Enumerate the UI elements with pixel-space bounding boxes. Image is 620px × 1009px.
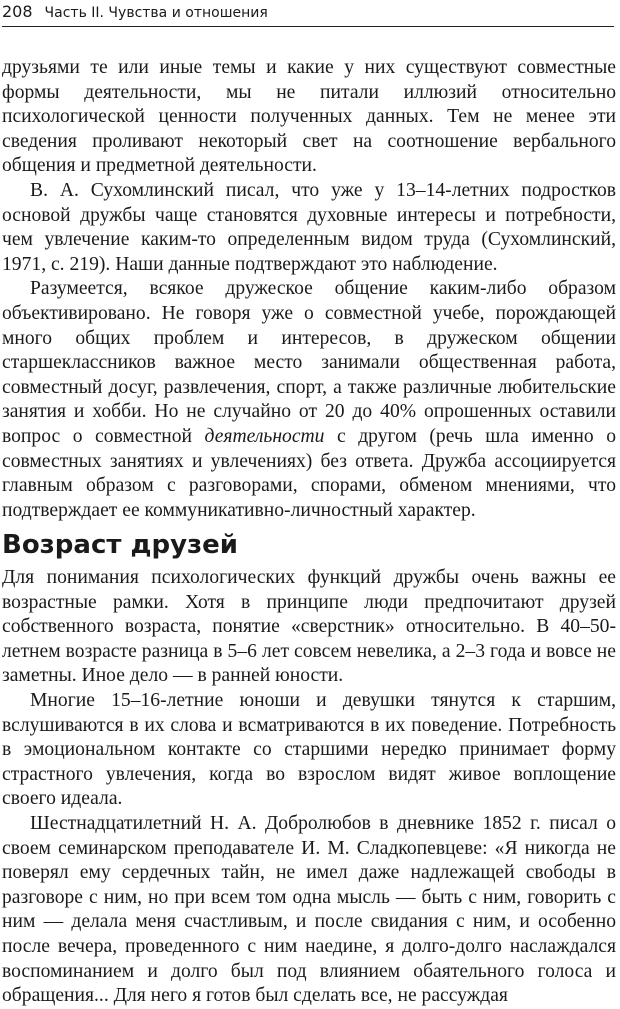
- emphasis-text: деятельности: [204, 425, 325, 447]
- paragraph: Для понимания психологических функций дружбы очень важны ее возрастные рамки. Хотя в принципе люди предпочитают друзей собственного возраста, понятие «сверстник» относительно. В 40–50-летнем возрасте разница в 5–6 лет совсем невелика, а 2–3 года и вовсе не заметны. Иное дело — в ранней юности.: [2, 567, 616, 687]
- paragraph-text: Разумеется, всякое дружеское общение каким-либо образом объективировано. Не говоря уже о совместной учебе, порождающей много общих проблем и интересов, в дружеском общении старшеклассников важное место занимали общественная работа, совместный досуг, развлечения, спорт, а также различные любительские занятия и хобби. Но не случайно от 20 до 40% опрошенных оставили вопрос о совместной: [2, 278, 616, 447]
- running-title: Часть II. Чувства и отношения: [44, 5, 268, 21]
- section-body-1: [2, 56, 616, 523]
- paragraph-text: с другом (речь шла именно о совместных занятиях и увлечениях) без ответа. Дружба ассоциируется главным образом с разговорами, спорами, обменом мнениями, что подтверждает ее коммуникативно-личностный характер.: [2, 425, 616, 521]
- section-heading: Возраст друзей: [2, 530, 238, 560]
- paragraph: друзьями те или иные темы и какие у них существуют совместные формы деятельности, мы не питали иллюзий относительно психологической ценности полученных данных. Тем не менее эти сведения проливают некоторый свет на соотношение вербального общения и предметной деятельности.: [2, 57, 616, 177]
- running-header: [2, 2, 614, 27]
- section-body-2: [2, 566, 616, 1009]
- paragraph: В. А. Сухомлинский писал, что уже у 13–14-летних подростков основой дружбы чаще становятся духовные интересы и потребности, чем увлечение каким-то определенным видом труда (Сухомлинский, 1971, с. 219). Наши данные подтверждают это наблюдение.: [2, 179, 616, 275]
- paragraph: [2, 277, 616, 523]
- paragraph: Многие 15–16-летние юноши и девушки тянутся к старшим, вслушиваются в их слова и всматриваются в их поведение. Потребность в эмоциональном контакте со старшими нередко принимает форму страстного увлечения, когда во взрослом видят живое воплощение своего идеала.: [2, 689, 616, 810]
- page-number: 208: [2, 2, 33, 21]
- paragraph: Шестнадцатилетний Н. А. Добролюбов в дневнике 1852 г. писал о своем семинарском преподавателе И. М. Сладкопевцеве: «Я никогда не поверял ему сердечных тайн, не имел даже надлежащей свободы в разговоре с ним, но при всем том одна мысль — быть с ним, говорить с ним — делала меня счастливым, и после свидания с ним, и особенно после вечера, проведенного с ним наедине, я долго-долго наслаждался воспоминанием и долго был под влиянием обаятельного голоса и обращения... Для него я готов был сделать все, не рассуждая: [2, 812, 616, 1007]
